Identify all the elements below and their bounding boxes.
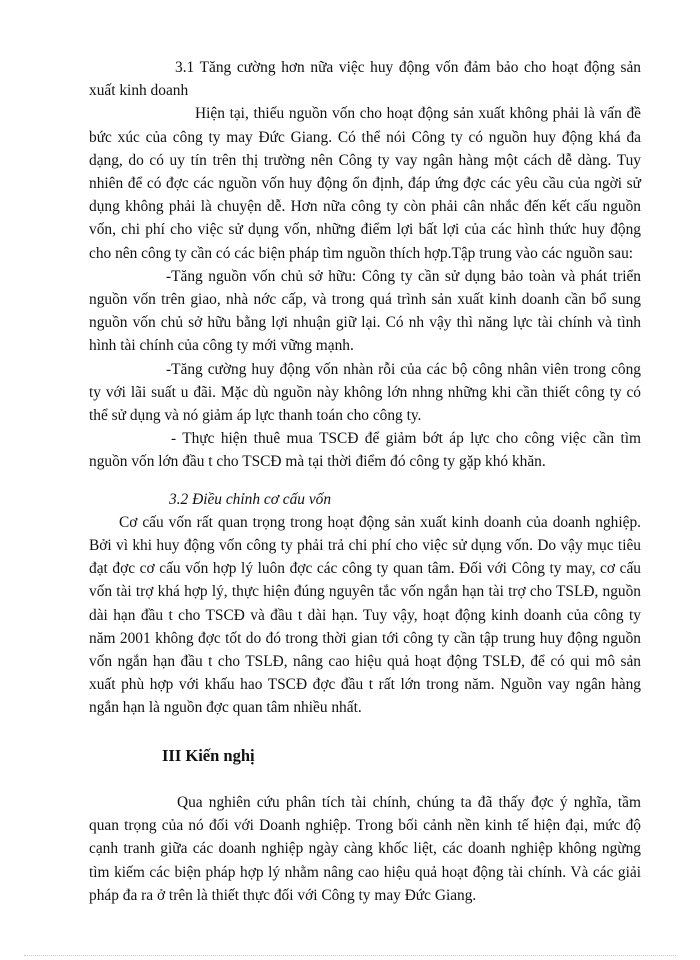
section-III-heading: III Kiến nghị [162, 745, 255, 765]
page-bottom-divider [24, 955, 676, 956]
bullet-staff-funds: -Tăng cường huy động vốn nhàn rỗi của các bộ công nhân viên trong công ty với lãi suất u đãi. Mặc dù nguồn này không lớn nhng những khi cần thiết công ty có thể sử dụng và nó giảm áp lực thanh toán cho công ty. [89, 360, 641, 425]
bullet-equity: -Tăng nguồn vốn chủ sở hữu: Công ty cần sử dụng bảo toàn và phát triển nguồn vốn trên giao, nhà nớc cấp, và trong quá trình sản xuất kinh doanh cần bổ sung nguồn vốn chủ sở hữu bằng lợi nhuận giữ lại. Có nh vậy thì năng lực tài chính và tình hình tài chính của công ty mới vững mạnh. [89, 267, 641, 355]
section-3-2-heading: 3.2 Điều chỉnh cơ cấu vốn [169, 490, 332, 508]
section-3-1-heading: 3.1 Tăng cường hơn nữa việc huy động vốn đảm bảo cho hoạt động sản xuất kinh doanh [89, 59, 641, 100]
section-III-paragraph: Qua nghiên cứu phân tích tài chính, chúng ta đã thấy đợc ý nghĩa, tầm quan trọng của nó đối với Doanh nghiệp. Trong bối cảnh nền kinh tế hiện đại, mức độ cạnh tranh giữa các doanh nghiệp ngày càng khốc liệt, các doanh nghiệp không ngừng tìm kiếm các biện pháp hợp lý nhằm nâng cao hiệu quả hoạt động tài chính. Và các giải pháp đa ra ở trên là thiết thực đối với Công ty may Đức Giang. [89, 793, 641, 904]
bullet-leasing: - Thực hiện thuê mua TSCĐ để giảm bớt áp lực cho công việc cần tìm nguồn vốn lớn đầu t cho TSCĐ mà tại thời điểm đó công ty gặp khó khăn. [89, 430, 641, 471]
document-body [89, 56, 641, 907]
section-3-2-paragraph: Cơ cấu vốn rất quan trọng trong hoạt động sản xuất kinh doanh của doanh nghiệp. Bởi vì khi huy động vốn công ty phải trả chi phí cho việc sử dụng vốn. Do vậy mục tiêu đạt đợc cơ cấu vốn hợp lý luôn đợc các công ty quan tâm. Đối với Công ty may, cơ cấu vốn tài trợ khá hợp lý, thực hiện đúng nguyên tắc vốn ngắn hạn tài trợ cho TSLĐ, nguồn dài hạn đầu t cho TSCĐ và đầu t dài hạn. Tuy vậy, hoạt động kinh doanh của công ty năm 2001 không đợc tốt do đó trong thời gian tới công ty cần tập trung huy động nguồn vốn ngắn hạn đầu t cho TSLĐ, nâng cao hiệu quả hoạt động TSLĐ, để có qui mô sản xuất phù hợp với khấu hao TSCĐ đợc đầu t rất lớn trong năm. Nguồn vay ngân hàng ngắn hạn là nguồn đợc quan tâm nhiều nhất. [89, 513, 641, 717]
section-3-1-paragraph: Hiện tại, thiếu nguồn vốn cho hoạt động sản xuất không phải là vấn đề bức xúc của công ty may Đức Giang. Có thể nói Công ty có nguồn huy động khá đa dạng, do có uy tín trên thị trường nên Công ty vay ngân hàng một cách dễ dàng. Tuy nhiên để có đợc các nguồn vốn huy động ổn định, đáp ứng đợc các yêu cầu của ngời sử dụng không phải là chuyện dễ. Hơn nữa công ty còn phải cân nhắc đến kết cấu nguồn vốn, chi phí cho việc sử dụng vốn, những điểm lợi bất lợi của các hình thức huy động cho nên công ty cần có các biện pháp tìm nguồn thích hợp.Tập trung vào các nguồn sau: [89, 105, 641, 262]
